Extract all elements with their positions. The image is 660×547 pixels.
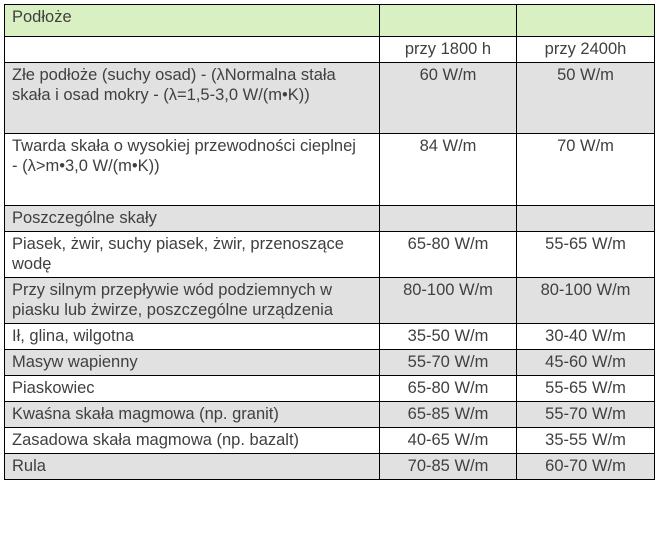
table-row	[5, 454, 655, 480]
row-label: Twarda skała o wysokiej przewodności cieplnej - (λ>m•3,0 W/(m•K))	[5, 134, 380, 206]
row-value-2400h: 45-60 W/m	[517, 350, 655, 376]
row-value-2400h: 55-65 W/m	[517, 232, 655, 278]
table-row	[5, 134, 655, 206]
row-value-2400h: 55-70 W/m	[517, 402, 655, 428]
row-value-1800h: 80-100 W/m	[380, 278, 517, 324]
row-label: Przy silnym przepływie wód podziemnych w piasku lub żwirze, poszczególne urządzenia	[5, 278, 380, 324]
row-value-1800h: 55-70 W/m	[380, 350, 517, 376]
column-header-empty	[5, 37, 380, 63]
column-header-row	[5, 37, 655, 63]
table-row	[5, 63, 655, 134]
row-value-2400h: 60-70 W/m	[517, 454, 655, 480]
row-label: Kwaśna skała magmowa (np. granit)	[5, 402, 380, 428]
ground-table	[4, 4, 655, 480]
row-value-2400h: 80-100 W/m	[517, 278, 655, 324]
table-row	[5, 278, 655, 324]
table-row	[5, 350, 655, 376]
table-row	[5, 324, 655, 350]
table-container	[4, 4, 655, 480]
row-label: Zasadowa skała magmowa (np. bazalt)	[5, 428, 380, 454]
table-header-row	[5, 5, 655, 37]
table-row	[5, 376, 655, 402]
row-value-1800h: 65-85 W/m	[380, 402, 517, 428]
row-value-2400h: 30-40 W/m	[517, 324, 655, 350]
row-label: Piasek, żwir, suchy piasek, żwir, przenoszące wodę	[5, 232, 380, 278]
row-value-1800h: 84 W/m	[380, 134, 517, 206]
row-label: Piaskowiec	[5, 376, 380, 402]
row-value-2400h: 50 W/m	[517, 63, 655, 134]
row-value-1800h: 40-65 W/m	[380, 428, 517, 454]
column-header-1800h: przy 1800 h	[380, 37, 517, 63]
header-empty-cell	[517, 5, 655, 37]
table-row	[5, 232, 655, 278]
row-label: Ił, glina, wilgotna	[5, 324, 380, 350]
row-label: Złe podłoże (suchy osad) - (λNormalna stała skała i osad mokry - (λ=1,5-3,0 W/(m•K))	[5, 63, 380, 134]
row-value-1800h: 65-80 W/m	[380, 232, 517, 278]
section-row	[5, 206, 655, 232]
row-label: Rula	[5, 454, 380, 480]
table-row	[5, 402, 655, 428]
row-value-2400h: 70 W/m	[517, 134, 655, 206]
row-value-1800h: 65-80 W/m	[380, 376, 517, 402]
column-header-2400h: przy 2400h	[517, 37, 655, 63]
table-title: Podłoże	[5, 5, 380, 37]
row-value-1800h: 70-85 W/m	[380, 454, 517, 480]
table-row	[5, 428, 655, 454]
row-value-1800h: 35-50 W/m	[380, 324, 517, 350]
row-value-2400h: 55-65 W/m	[517, 376, 655, 402]
header-empty-cell	[380, 5, 517, 37]
row-value-1800h: 60 W/m	[380, 63, 517, 134]
row-value-2400h	[517, 206, 655, 232]
row-value-1800h	[380, 206, 517, 232]
section-label: Poszczególne skały	[5, 206, 380, 232]
row-label: Masyw wapienny	[5, 350, 380, 376]
row-value-2400h: 35-55 W/m	[517, 428, 655, 454]
